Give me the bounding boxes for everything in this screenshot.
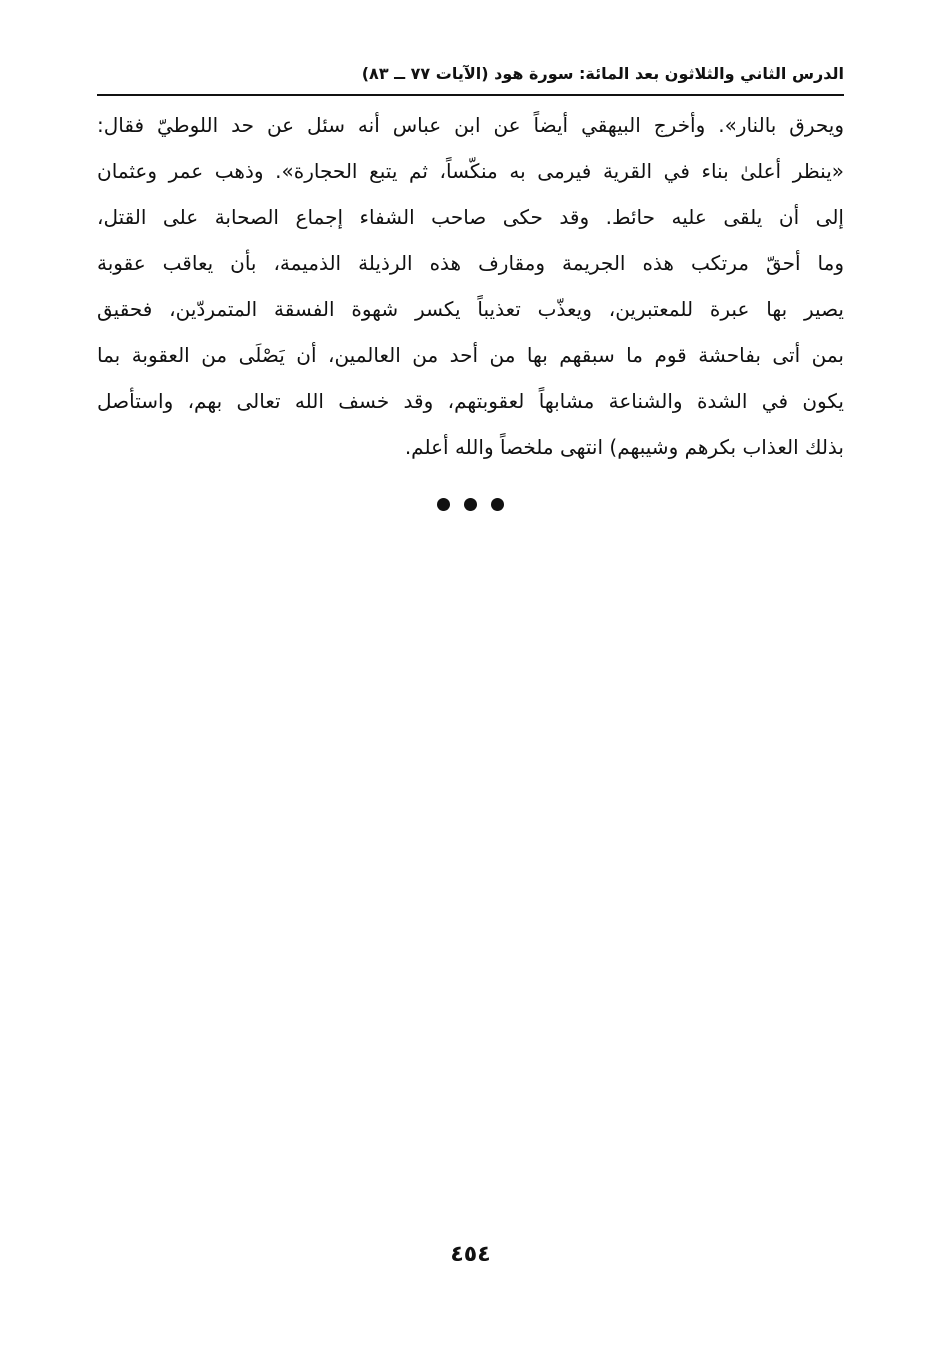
text-line-3: إلى أن يلقى عليه حائط. وقد حكى صاحب الشفاء إجماع الصحابة على القتل، — [97, 205, 844, 229]
separator-dot-icon — [491, 498, 504, 511]
separator-dot-icon — [464, 498, 477, 511]
text-line-4: وما أحقّ مرتكب هذه الجريمة ومقارف هذه الرذيلة الذميمة، بأن يعاقب عقوبة — [97, 251, 844, 275]
text-line-5: يصير بها عبرة للمعتبرين، ويعذّب تعذيباً يكسر شهوة الفسقة المتمردّين، فحقيق — [97, 297, 844, 321]
header-rule — [97, 94, 844, 96]
text-line-8: بذلك العذاب بكرهم وشيبهم) انتهى ملخصاً والله أعلم. — [404, 435, 844, 459]
section-separator — [0, 498, 941, 511]
text-line-6: بمن أتى بفاحشة قوم ما سبقهم بها من أحد من العالمين، أن يَصْلَى من العقوبة بما — [97, 343, 844, 367]
text-line-7: يكون في الشدة والشناعة مشابهاً لعقوبتهم، وقد خسف الله تعالى بهم، واستأصل — [97, 389, 844, 413]
running-header: الدرس الثاني والثلاثون بعد المائة: سورة هود (الآيات ٧٧ ــ ٨٣) — [361, 64, 844, 83]
page-number: ٤٥٤ — [450, 1242, 491, 1267]
body-text — [97, 102, 844, 470]
separator-dot-icon — [437, 498, 450, 511]
text-line-2: «ينظر أعلىٰ بناء في القرية فيرمى به منكّساً، ثم يتبع الحجارة». وذهب عمر وعثمان — [97, 159, 844, 183]
text-line-1: ويحرق بالنار». وأخرج البيهقي أيضاً عن ابن عباس أنه سئل عن حد اللوطيّ فقال: — [97, 113, 844, 137]
